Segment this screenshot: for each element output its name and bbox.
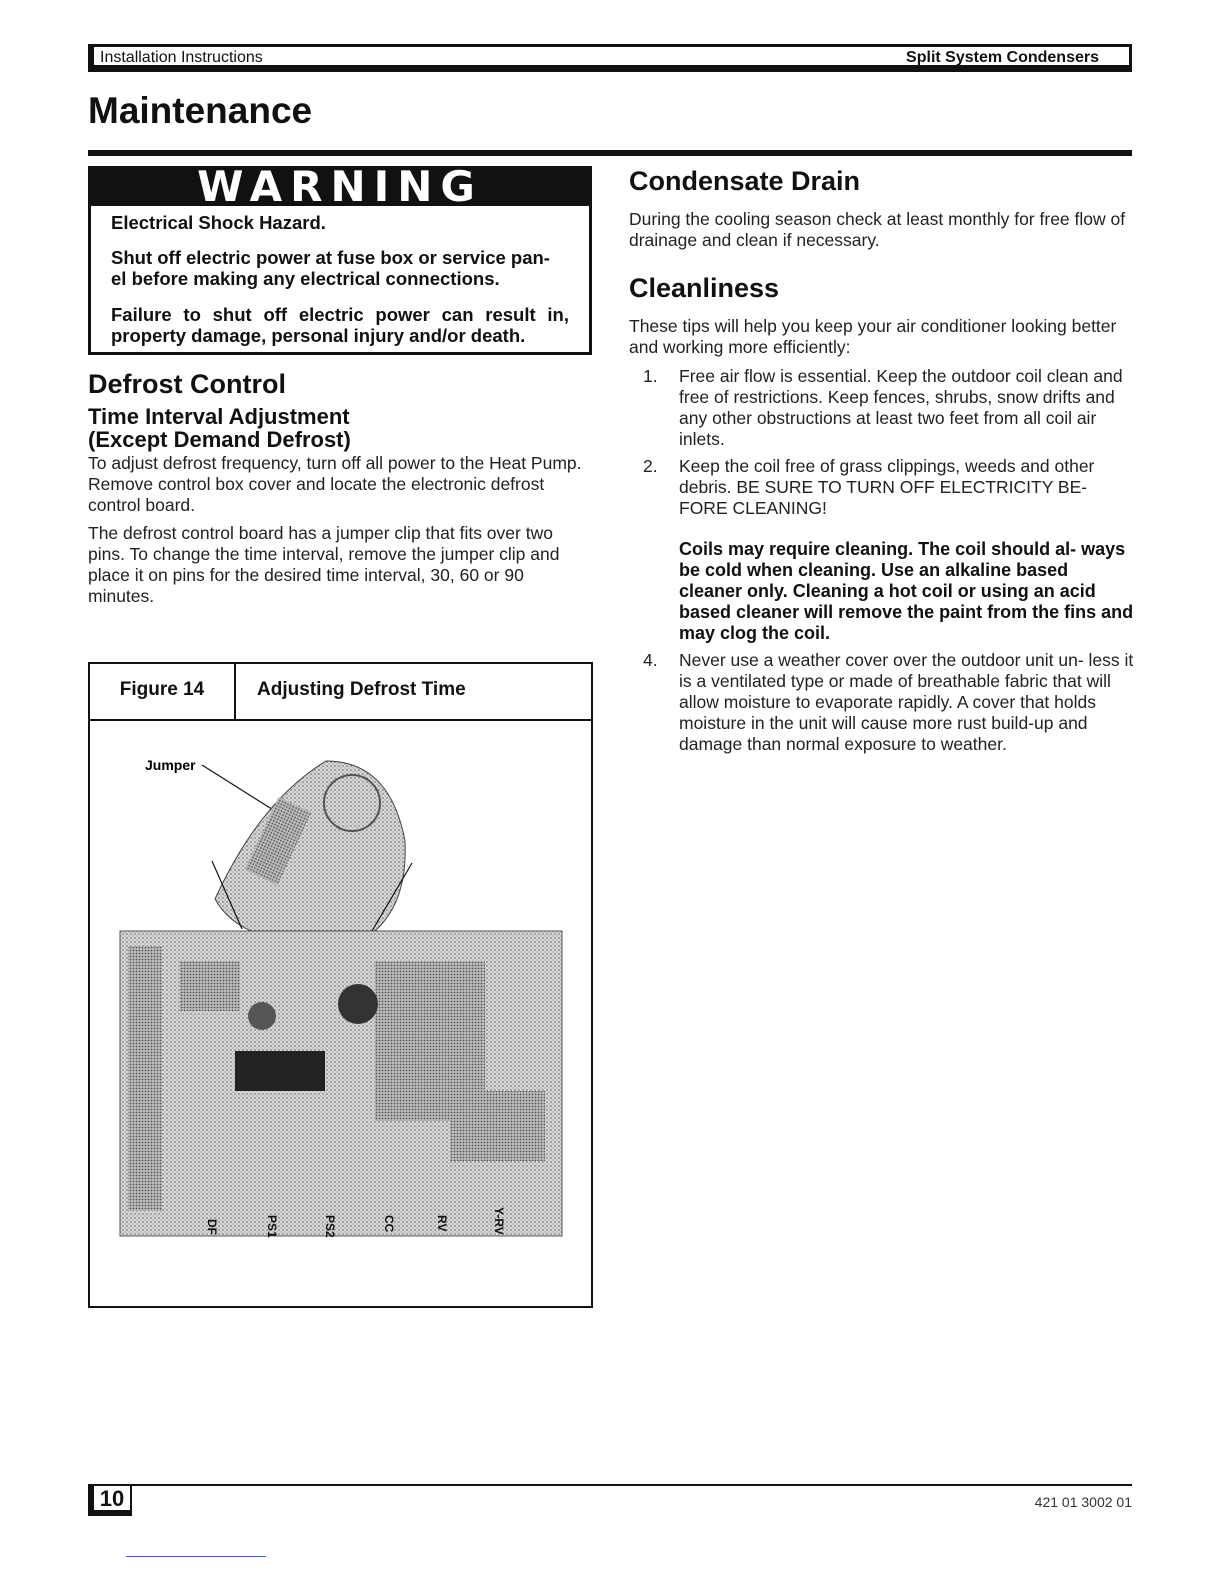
defrost-subheading-2: (Except Demand Defrost)	[88, 427, 351, 452]
board-label-rv: RV	[435, 1215, 449, 1232]
condensate-text: During the cooling season check at least monthly for free flow of drainage and clean if necessary.	[629, 209, 1126, 250]
cleanliness-heading: Cleanliness	[629, 273, 780, 303]
defrost-heading: Defrost Control	[88, 369, 286, 399]
board-capacitor	[338, 984, 378, 1024]
magnified-view	[215, 761, 405, 936]
tip-text: Keep the coil free of grass clippings, weeds and other debris. BE SURE TO TURN OFF ELECTRICITY BE- FORE CLEANING!	[679, 456, 1095, 518]
tip-item	[629, 650, 1134, 755]
defrost-subheading: Time Interval Adjustment	[88, 404, 350, 429]
left-column	[88, 166, 592, 607]
condensate-heading: Condensate Drain	[629, 166, 861, 196]
tip-number: 4.	[643, 650, 658, 670]
tip-text: Free air flow is essential. Keep the outdoor coil clean and free of restrictions. Keep fences, shrubs, snow drifts and any other obstructions at least two feet from all coil air inlets.	[679, 366, 1123, 449]
board-terminal-strip	[128, 946, 162, 1211]
tip-number: 2.	[643, 456, 658, 476]
board-transformer	[450, 1091, 545, 1161]
defrost-para-1: To adjust defrost frequency, turn off all power to the Heat Pump. Remove control box cover and locate the electronic defrost control board.	[88, 453, 582, 515]
footer-link-line	[126, 1556, 266, 1557]
tip-item	[629, 456, 1134, 519]
warning-banner: WARNING	[91, 166, 589, 206]
jumper-leader-line	[202, 765, 278, 813]
warning-hazard: Electrical Shock Hazard.	[111, 212, 326, 233]
figure-number: Figure 14	[90, 664, 236, 719]
cleanliness-intro: These tips will help you keep your air conditioner looking better and working more efficiently:	[629, 316, 1117, 357]
board-label-y-rv: Y-RV	[492, 1207, 506, 1235]
title-rule	[88, 150, 1132, 156]
board-label-df: DF	[205, 1219, 219, 1235]
header-right: Split System Condensers	[906, 49, 1099, 66]
tip-number: 1.	[643, 366, 658, 386]
jumper-callout: Jumper	[145, 757, 196, 773]
page-number: 10	[88, 1484, 132, 1516]
warning-consequence: Failure to shut off electric power can result in, property damage, personal injury and/or death.	[111, 304, 569, 346]
board-label-ps1: PS1	[265, 1215, 279, 1238]
figure-14	[88, 662, 593, 1308]
figure-caption: Adjusting Defrost Time	[257, 679, 466, 700]
footer-rule	[88, 1484, 1132, 1486]
board-label-cc: CC	[382, 1215, 396, 1233]
board-label-ps2: PS2	[323, 1215, 337, 1238]
tip-item	[629, 366, 1134, 450]
board-capacitor-small	[248, 1002, 276, 1030]
warning-instruction: Shut off electric power at fuse box or service pan- el before making any electrical connections.	[111, 247, 550, 289]
tip-text: Never use a weather cover over the outdoor unit un- less it is a ventilated type or made of breathable fabric that will allow moisture to evaporate rapidly. A cover that holds moisture in the unit will cause more rust build-up and damage than normal exposure to weather.	[679, 650, 1134, 754]
cleanliness-tips-continued	[629, 650, 1134, 755]
running-header	[88, 44, 1132, 72]
board-components	[180, 961, 240, 1011]
cleanliness-tips	[629, 366, 1134, 519]
right-column	[629, 166, 1134, 755]
page-title: Maintenance	[88, 90, 313, 131]
defrost-board-illustration	[90, 721, 591, 1306]
figure-header	[90, 664, 591, 721]
warning-box	[88, 166, 592, 355]
defrost-para-2: The defrost control board has a jumper clip that fits over two pins. To change the time interval, remove the jumper clip and place it on pins for the desired time interval, 30, 60 or 90 minutes.	[88, 523, 560, 606]
header-left: Installation Instructions	[100, 49, 263, 66]
board-ic-chip	[235, 1051, 325, 1091]
coil-cleaning-note: Coils may require cleaning. The coil should al- ways be cold when cleaning. Use an alkaline based cleaner only. Cleaning a hot coil or using an acid based cleaner will remove the paint from the fins and may clog the coil.	[679, 539, 1134, 643]
document-number: 421 01 3002 01	[1034, 1494, 1132, 1510]
